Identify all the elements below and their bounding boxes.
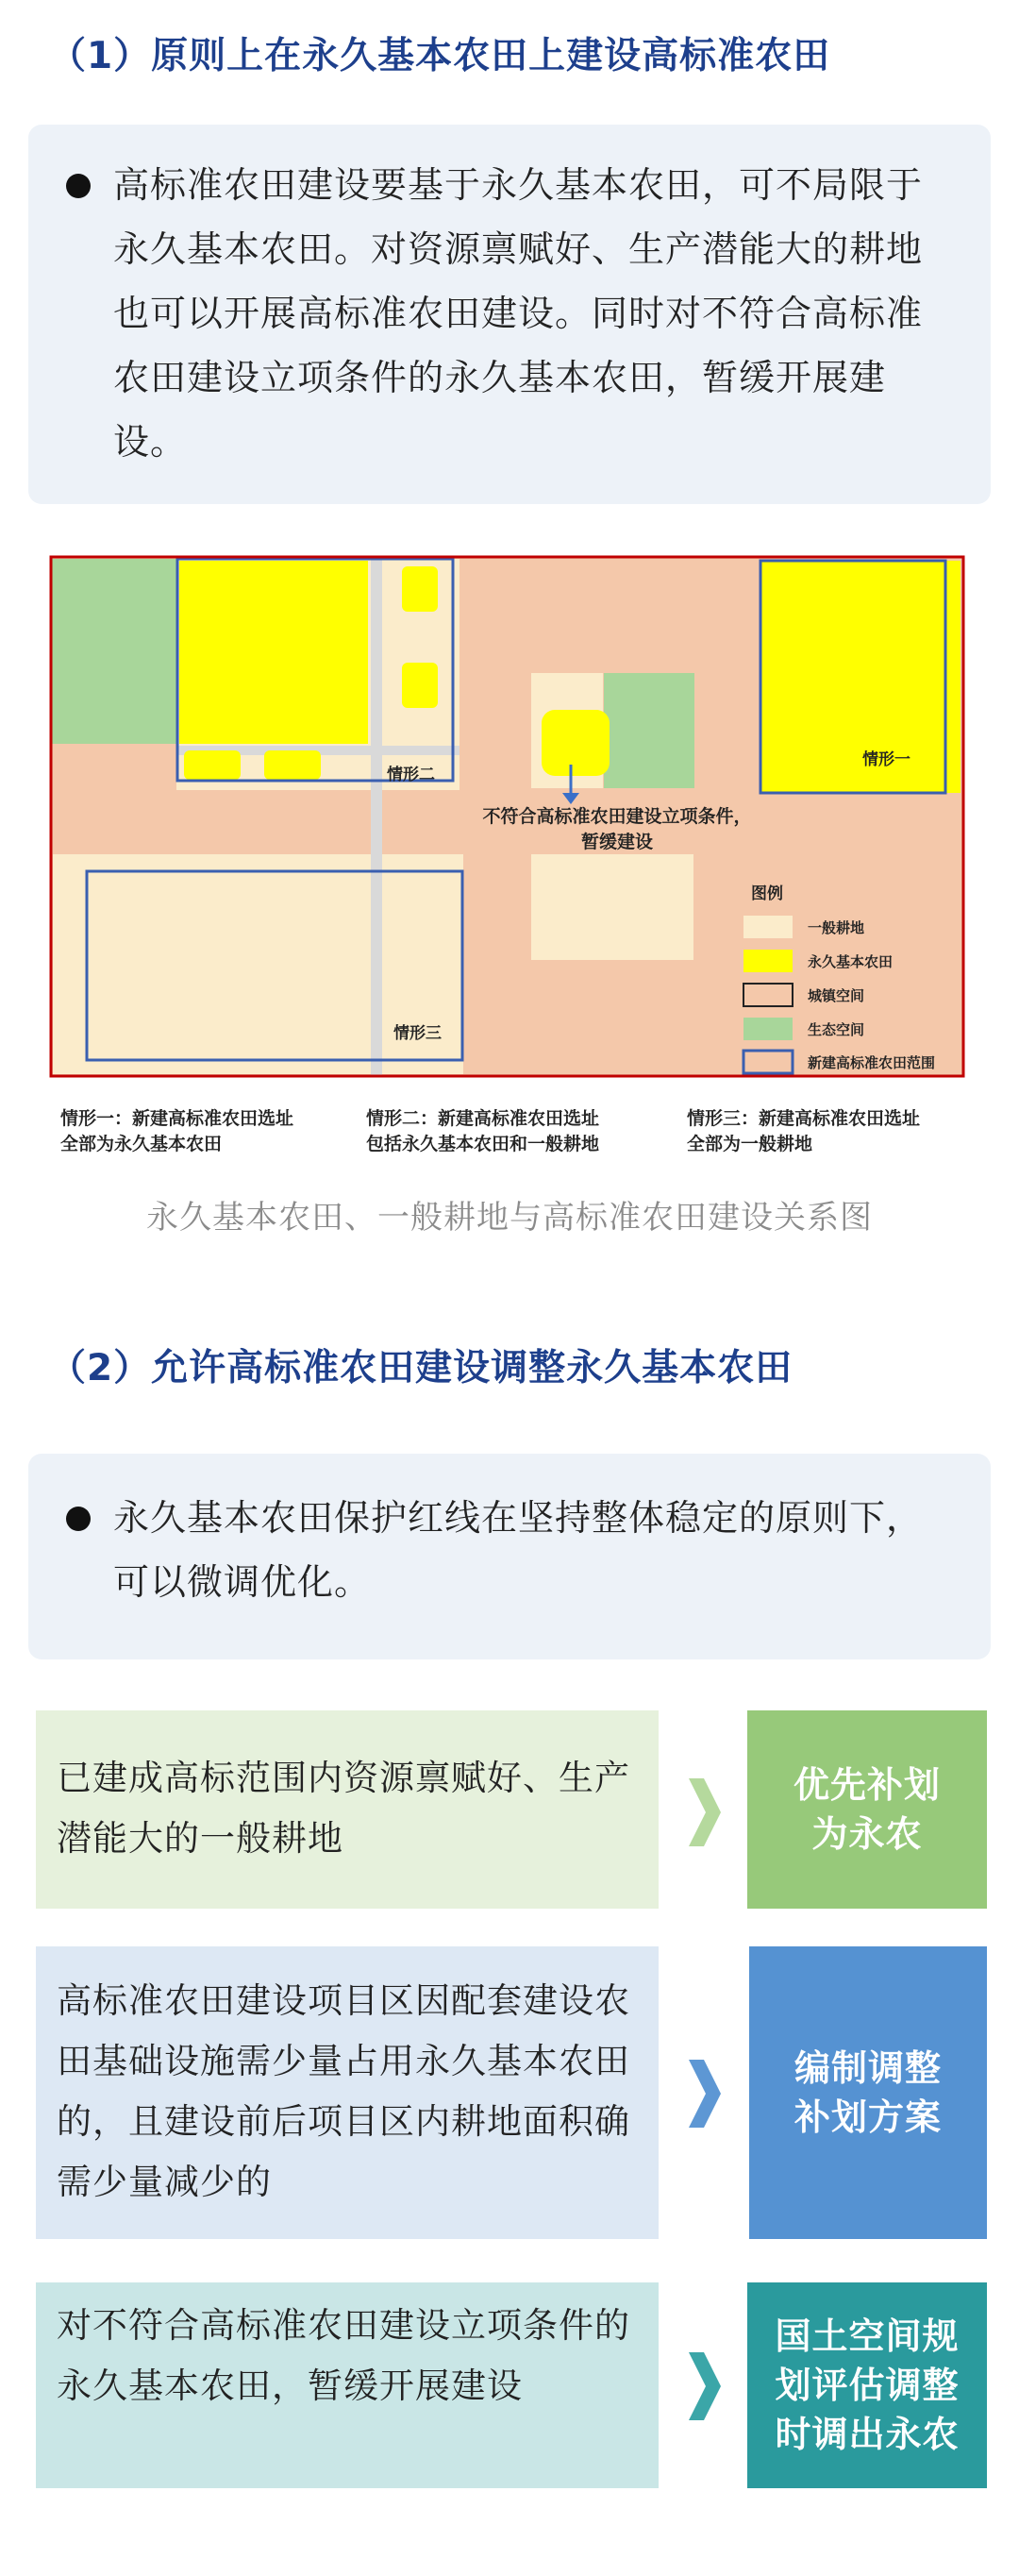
section1-title: （1）原则上在永久基本农田上建设高标准农田 — [49, 35, 831, 77]
row2-action-line1: 编制调整 — [793, 2047, 942, 2089]
row2-action — [749, 1946, 987, 2239]
road-vertical-lower — [371, 854, 382, 1074]
figure-caption: 永久基本农田、一般耕地与高标准农田建设关系图 — [146, 1199, 873, 1237]
section1-bullet-text: 高标准农田建设要基于永久基本农田，可不局限于永久基本农田。对资源禀赋好、生产潜能大的耕地也可以开展高标准农田建设。同时对不符合高标准农田建设立项条件的永久基本农田，暂缓开展建设。 — [113, 164, 924, 463]
legend-swatch-eco — [743, 1018, 793, 1040]
relationship-diagram — [0, 0, 1019, 1161]
row1-action — [747, 1710, 987, 1909]
row1-action-line2: 为永农 — [811, 1813, 923, 1855]
row3-action-line1: 国土空间规 — [775, 2315, 960, 2357]
caption-case1 — [60, 1106, 293, 1157]
legend-label-general: 一般耕地 — [808, 919, 865, 936]
deferred-note — [475, 804, 760, 855]
basic-farmland-small-1 — [184, 750, 241, 780]
row1-chevron-icon — [685, 1775, 723, 1850]
legend-swatch-town — [743, 984, 793, 1006]
row3-chevron-icon — [685, 2349, 723, 2424]
legend-swatch-general — [743, 916, 793, 938]
legend-title: 图例 — [751, 884, 783, 903]
caption-case1-line1: 情形一：新建高标准农田选址 — [60, 1108, 294, 1129]
caption-case3-line1: 情形三：新建高标准农田选址 — [687, 1108, 921, 1129]
general-farmland-lower-middle — [531, 854, 693, 960]
row2-chevron-icon — [685, 2056, 723, 2131]
legend-label-eco: 生态空间 — [808, 1021, 865, 1038]
row1-condition: 已建成高标范围内资源禀赋好、生产潜能大的一般耕地 — [36, 1710, 659, 1909]
basic-farmland-small-3 — [402, 566, 438, 612]
row2-action-line2: 补划方案 — [793, 2096, 942, 2138]
basic-farmland-case2-main — [179, 561, 368, 744]
legend-label-town: 城镇空间 — [808, 987, 865, 1004]
basic-farmland-small-2 — [264, 750, 321, 780]
legend-label-frame: 新建高标准农田范围 — [808, 1054, 936, 1071]
row3-action-line2: 划评估调整 — [775, 2365, 960, 2406]
eco-space-middle — [604, 673, 694, 788]
caption-case2-line1: 情形二：新建高标准农田选址 — [366, 1108, 600, 1129]
caption-case1-line2: 全部为永久基本农田 — [60, 1134, 223, 1154]
deferred-note-line2: 暂缓建设 — [580, 832, 653, 852]
caption-case3-line2: 全部为一般耕地 — [687, 1134, 813, 1154]
case1-label: 情形一 — [862, 750, 910, 769]
eco-space-topleft — [52, 559, 176, 744]
diagram-map — [0, 0, 1019, 1161]
row2-condition: 高标准农田建设项目区因配套建设农田基础设施需少量占用永久基本农田的，且建设前后项目区内耕地面积确需少量减少的 — [36, 1946, 659, 2239]
section2-bullet-box — [28, 1454, 991, 1659]
section2-title: （2）允许高标准农田建设调整永久基本农田 — [49, 1347, 793, 1389]
basic-farmland-case1 — [760, 561, 961, 793]
case3-label: 情形三 — [393, 1024, 442, 1043]
row3-action — [747, 2282, 987, 2488]
basic-farmland-deferred — [542, 710, 610, 776]
case2-label: 情形二 — [387, 766, 435, 784]
row3-condition: 对不符合高标准农田建设立项条件的永久基本农田，暂缓开展建设 — [36, 2282, 659, 2488]
caption-case3 — [687, 1106, 920, 1157]
caption-case2 — [366, 1106, 599, 1157]
section2-bullet-text: 永久基本农田保护红线在坚持整体稳定的原则下，可以微调优化。 — [113, 1497, 924, 1603]
bullet-dot-icon — [66, 1507, 91, 1531]
caption-case2-line2: 包括永久基本农田和一般耕地 — [366, 1134, 600, 1154]
deferred-note-line1: 不符合高标准农田建设立项条件， — [482, 806, 752, 827]
row3-action-line3: 时调出永农 — [775, 2414, 960, 2455]
basic-farmland-small-4 — [402, 663, 438, 708]
legend-swatch-basic — [743, 950, 793, 972]
legend-label-basic: 永久基本农田 — [808, 953, 894, 970]
row1-action-line1: 优先补划 — [793, 1764, 941, 1806]
